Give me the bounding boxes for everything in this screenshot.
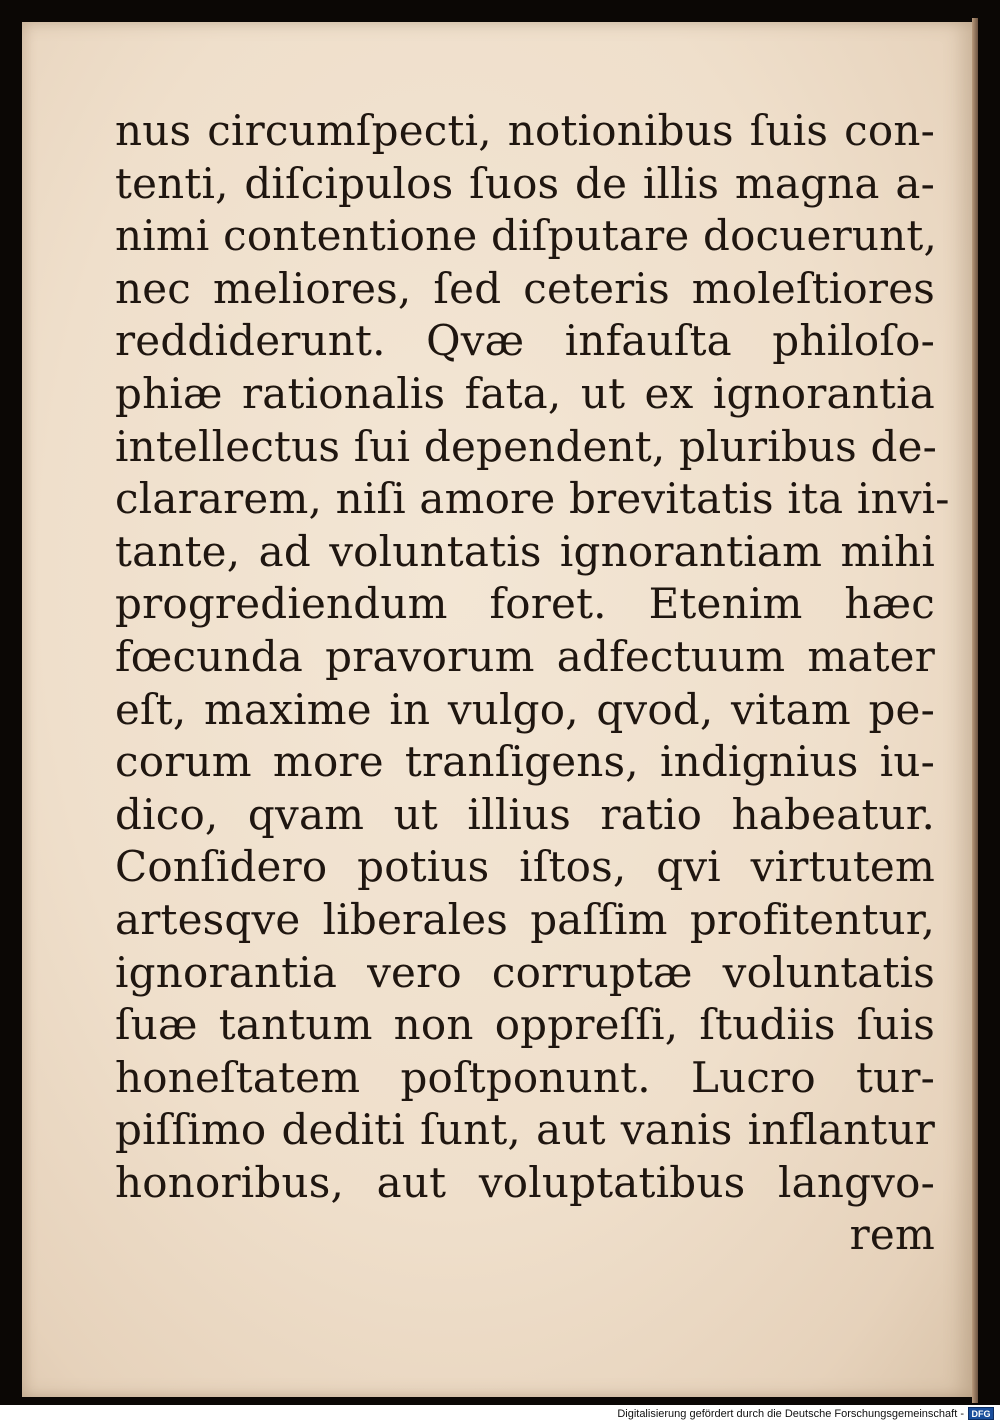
text-line: nus circumſpecti, notionibus ſuis con- bbox=[115, 106, 935, 155]
text-line: Conſidero potius iſtos, qvi virtutem bbox=[115, 842, 935, 892]
catchword: rem bbox=[849, 1210, 935, 1260]
text-line: progrediendum foret. Etenim hæc bbox=[115, 579, 935, 629]
text-line: reddiderunt. Qvæ infauſta philoſo- bbox=[115, 316, 935, 366]
text-line: ſuæ tantum non oppreſſi, ſtudiis ſuis bbox=[115, 1000, 935, 1050]
text-line: tante, ad voluntatis ignorantiam mihi bbox=[115, 526, 935, 576]
digitization-credit: Digitalisierung gefördert durch die Deutsche Forschungsgemeinschaft - bbox=[617, 1408, 964, 1420]
text-line: dico, qvam ut illius ratio habeatur. bbox=[115, 789, 935, 839]
text-line: tenti, diſcipulos ſuos de illis magna a- bbox=[115, 158, 935, 208]
text-line: corum more tranſigens, indignius iu- bbox=[115, 737, 935, 787]
text-line: ignorantia vero corruptæ voluntatis bbox=[115, 947, 935, 997]
text-line: phiæ rationalis fata, ut ex ignorantia bbox=[115, 368, 935, 418]
text-line: nec meliores, ſed ceteris moleſtiores bbox=[115, 263, 935, 313]
text-line: piſſimo dediti ſunt, aut vanis inflantur bbox=[115, 1105, 935, 1155]
text-line: artesqve liberales paſſim profitentur, bbox=[115, 894, 935, 944]
text-line: eſt, maxime in vulgo, qvod, vitam pe- bbox=[115, 684, 935, 734]
page-edge bbox=[972, 18, 978, 1403]
text-line: honoribus, aut voluptatibus langvo- bbox=[115, 1157, 935, 1207]
text-line: intellectus ſui dependent, pluribus de- bbox=[115, 421, 938, 471]
text-line: nimi contentione diſputare docuerunt, bbox=[115, 211, 937, 261]
dfg-logo[interactable]: DFG bbox=[968, 1407, 994, 1420]
text-line: clararem, niſi amore brevitatis ita invi- bbox=[115, 474, 950, 524]
page-text-block bbox=[115, 105, 950, 1262]
text-line: honeſtatem poſtponunt. Lucro tur- bbox=[115, 1052, 935, 1102]
text-line: fœcunda pravorum adfectuum mater bbox=[115, 631, 935, 681]
